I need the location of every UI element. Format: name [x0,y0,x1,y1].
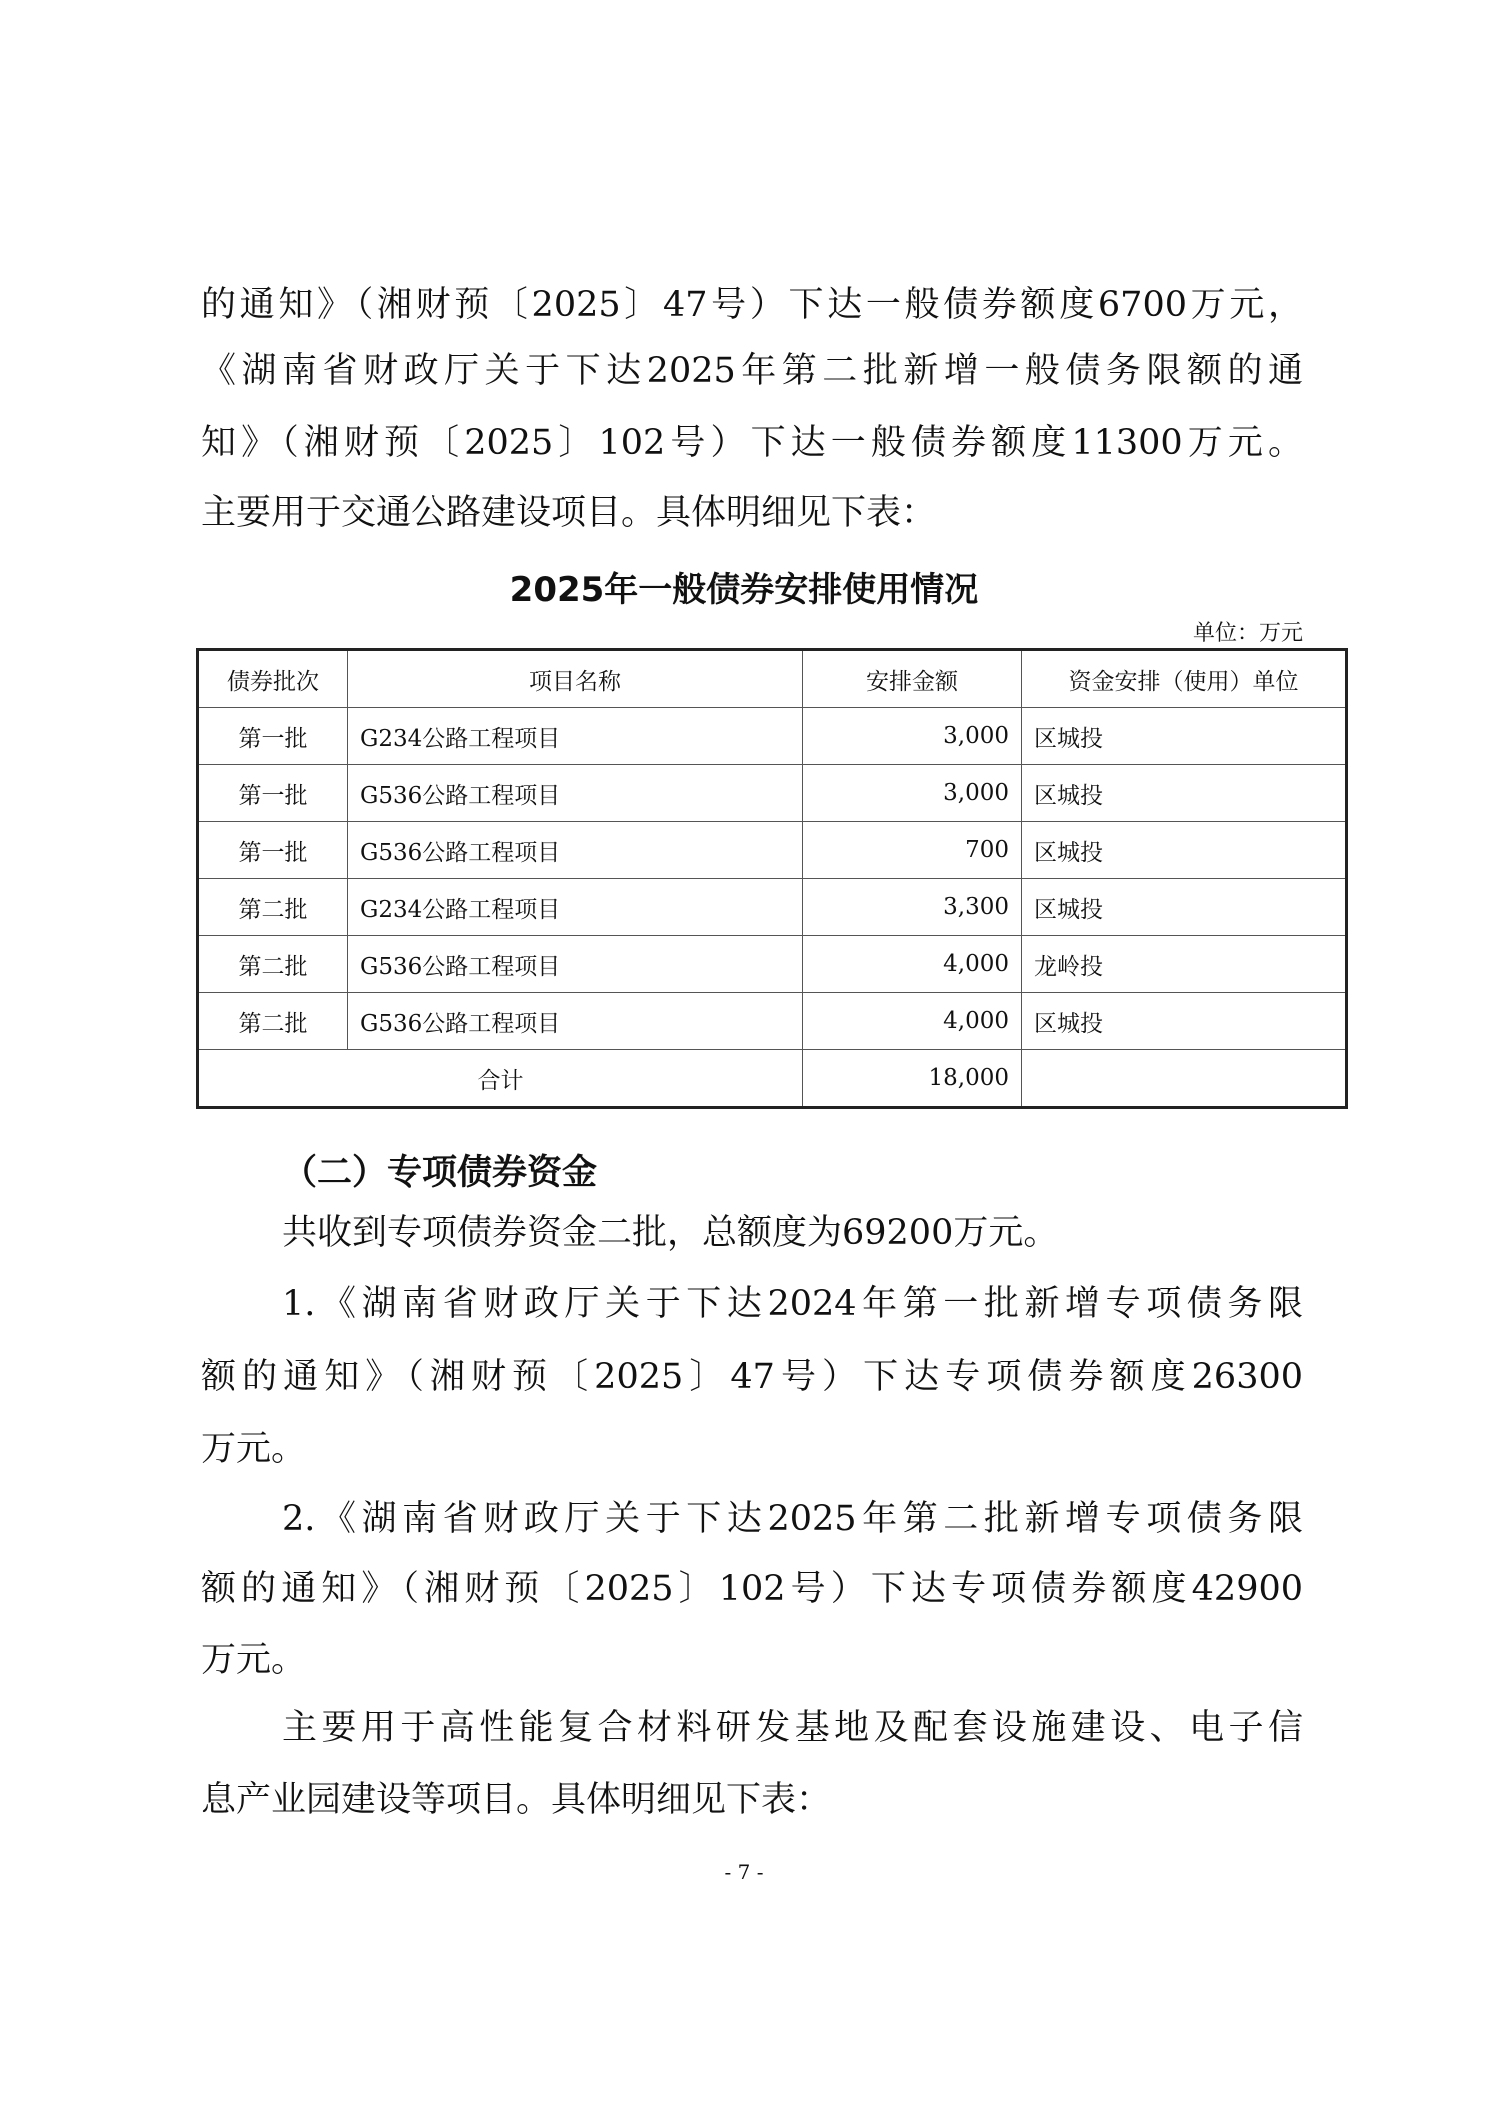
table-row [198,936,1347,993]
table-unit: 单位：万元 [1192,621,1303,646]
page-number: - 7 - [724,1860,764,1884]
paragraph-line: 共收到专项债券资金二批，总额度为69200万元。 [282,1213,1059,1253]
cell-project: G536公路工程项目 [348,993,803,1050]
cell-batch: 第二批 [198,879,348,936]
paragraph-line: 的通知》（湘财预〔2025〕47号）下达一般债券额度6700万元， [201,285,1303,325]
cell-batch: 第二批 [198,936,348,993]
cell-batch: 第一批 [198,822,348,879]
table-row [198,879,1347,936]
paragraph-line: 息产业园建设等项目。具体明细见下表： [201,1780,832,1820]
cell-batch: 第一批 [198,708,348,765]
table-row [198,765,1347,822]
cell-batch: 第一批 [198,765,348,822]
paragraph-line: 主要用于交通公路建设项目。具体明细见下表： [201,493,937,533]
cell-project: G234公路工程项目 [348,879,803,936]
total-unit-empty [1022,1050,1347,1108]
header-unit: 资金安排（使用）单位 [1022,650,1347,708]
paragraph-line: 额的通知》（湘财预〔2025〕47号）下达专项债券额度26300 [201,1357,1303,1397]
cell-amount: 3,000 [803,765,1022,822]
cell-amount: 3,300 [803,879,1022,936]
cell-unit: 龙岭投 [1022,936,1347,993]
cell-project: G536公路工程项目 [348,822,803,879]
paragraph-line: 2.《湖南省财政厅关于下达2025年第二批新增专项债务限 [282,1499,1303,1539]
paragraph-line: 万元。 [201,1429,307,1469]
cell-project: G536公路工程项目 [348,936,803,993]
paragraph-line: 1.《湖南省财政厅关于下达2024年第一批新增专项债务限 [282,1284,1303,1324]
table-row [198,993,1347,1050]
cell-unit: 区城投 [1022,708,1347,765]
table-header-row [198,650,1347,708]
cell-project: G536公路工程项目 [348,765,803,822]
total-label: 合计 [198,1050,803,1108]
total-amount: 18,000 [803,1050,1022,1108]
paragraph-line: 万元。 [201,1640,307,1680]
cell-amount: 3,000 [803,708,1022,765]
paragraph-line: 主要用于高性能复合材料研发基地及配套设施建设、电子信 [282,1708,1303,1748]
cell-amount: 4,000 [803,993,1022,1050]
cell-amount: 4,000 [803,936,1022,993]
cell-unit: 区城投 [1022,765,1347,822]
cell-batch: 第二批 [198,993,348,1050]
table-total-row [198,1050,1347,1108]
table-title: 2025年一般债券安排使用情况 [509,570,979,610]
paragraph-line: 《湖南省财政厅关于下达2025年第二批新增一般债务限额的通 [201,351,1303,391]
header-project: 项目名称 [348,650,803,708]
paragraph-line: 知》（湘财预〔2025〕102号）下达一般债券额度11300万元。 [201,423,1303,463]
cell-unit: 区城投 [1022,993,1347,1050]
paragraph-line: 额的通知》（湘财预〔2025〕102号）下达专项债券额度42900 [201,1569,1303,1609]
cell-unit: 区城投 [1022,879,1347,936]
cell-unit: 区城投 [1022,822,1347,879]
section-heading: （二）专项债券资金 [282,1153,598,1193]
bond-table [196,648,1348,1109]
cell-amount: 700 [803,822,1022,879]
header-amount: 安排金额 [803,650,1022,708]
table-row [198,822,1347,879]
cell-project: G234公路工程项目 [348,708,803,765]
header-batch: 债券批次 [198,650,348,708]
table-row [198,708,1347,765]
